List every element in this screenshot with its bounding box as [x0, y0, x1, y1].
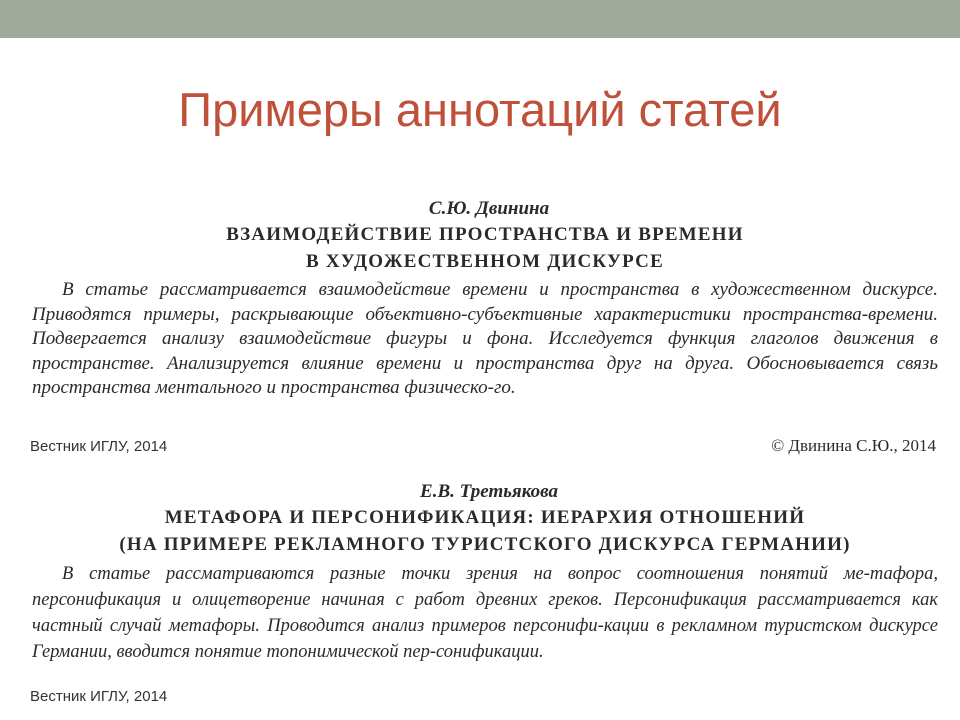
article-heading-line: (НА ПРИМЕРЕ РЕКЛАМНОГО ТУРИСТСКОГО ДИСКУРСА ГЕРМАНИИ): [119, 534, 851, 555]
copyright-notice: © Двинина С.Ю., 2014: [771, 436, 936, 455]
journal-citation: Вестник ИГЛУ, 2014: [30, 438, 168, 455]
article-author: С.Ю. Двинина: [428, 198, 550, 219]
article-author: Е.В. Третьякова: [420, 481, 558, 502]
article-heading-line: ВЗАИМОДЕЙСТВИЕ ПРОСТРАНСТВА И ВРЕМЕНИ: [226, 224, 744, 245]
article-heading-line: МЕТАФОРА И ПЕРСОНИФИКАЦИЯ: ИЕРАРХИЯ ОТНОШЕНИЙ: [164, 507, 806, 528]
slide-top-band: [0, 0, 960, 38]
article-abstract: В статье рассматривается взаимодействие времени и пространства в художественном дискурсе. Приводятся примеры, раскрывающие объективно-субъективные характеристики пространства-времени. Подвергается анализу взаимодействие фигуры и фона. Исследуется функция глаголов движения в пространстве. Анализируется влияние времени и пространства друг на друга. Обосновывается связь пространства ментального и пространства физическо-го.: [32, 279, 938, 398]
article-2: [30, 480, 940, 665]
slide-title: Примеры аннотаций статей: [178, 83, 782, 136]
article-heading-line: В ХУДОЖЕСТВЕННОМ ДИСКУРСЕ: [306, 251, 664, 272]
journal-citation: Вестник ИГЛУ, 2014: [30, 688, 168, 705]
article-abstract: В статье рассматриваются разные точки зрения на вопрос соотношения понятий ме-тафора, персонификация и олицетворение начиная с работ древних греков. Персонификация рассматривается как частный случай метафоры. Проводится анализ примеров персонифи-кации в рекламном туристском дискурсе Германии, вводится понятие топонимической пер-сонификации.: [32, 564, 938, 662]
article-1-source: [30, 436, 936, 460]
article-2-source: [30, 686, 936, 710]
article-1: [30, 197, 940, 401]
